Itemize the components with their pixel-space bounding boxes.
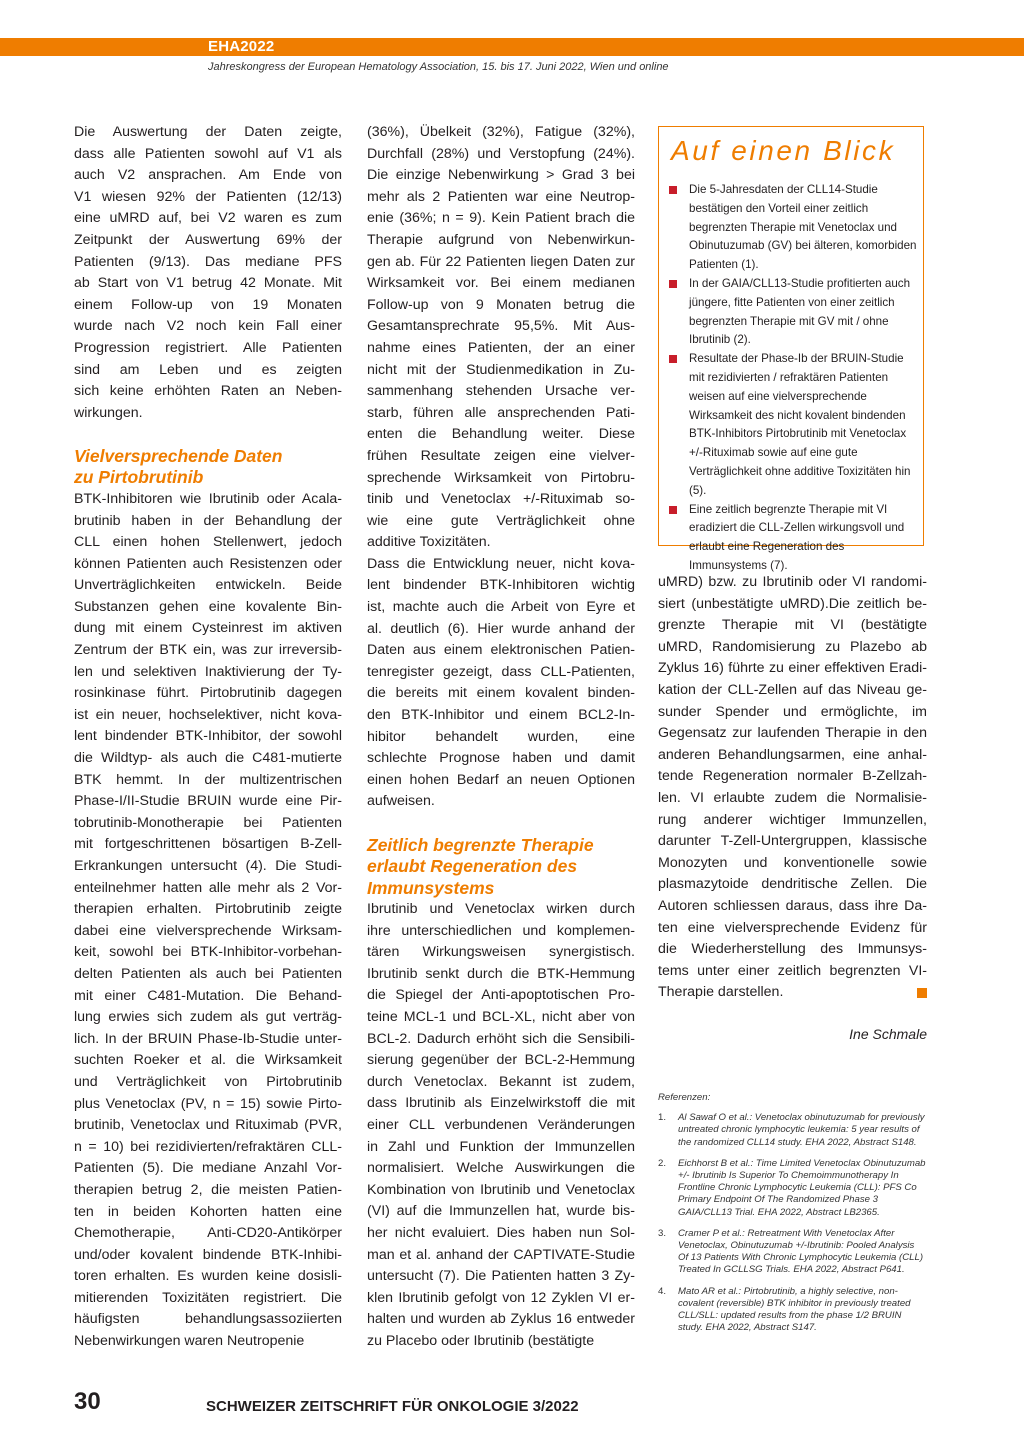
summary-item: Resultate der Phase-Ib der BRUIN-Studie mit rezidivierten / refraktären Patienten weisen auf eine vielversprechende Wirksamkeit des nicht kovalent bindenden BTK-Inhibitors Pirtobrutinib mit Venetoclax +/-Rituximab sowie auf eine gute Verträglichkeit ohne additive Toxizitäten hin (5). bbox=[669, 350, 917, 500]
column-2 bbox=[367, 122, 635, 1353]
text-line: BCL-2. Dadurch erhöht sich die Sensibili- bbox=[367, 1030, 635, 1047]
text-line: BTK hemmt. In der multizentrischen bbox=[74, 771, 342, 788]
col2-paragraph-2 bbox=[367, 554, 635, 813]
text-line: Ibrutinib und Venetoclax wirken durch bbox=[367, 901, 635, 918]
text-line: wie eine gute Verträglichkeit ohne bbox=[367, 512, 635, 529]
text-line: lent bindender BTK-Inhibitoren wichtig bbox=[367, 577, 635, 594]
header-title: EHA2022 bbox=[208, 38, 275, 55]
text-line: den BTK-Inhibitor und einem BCL2-In- bbox=[367, 707, 635, 724]
text-line: Chemotherapie, Anti-CD20-Antikörper bbox=[74, 1225, 342, 1242]
text-line: al. deutlich (6). Hier wurde anhand der bbox=[367, 620, 635, 637]
text-line: ist ein neuer, hochselektiver, nicht kova- bbox=[74, 706, 342, 723]
col2-paragraph-3 bbox=[367, 899, 635, 1352]
text-line: die Spiegel der Anti-apoptotischen Pro- bbox=[367, 987, 635, 1004]
text-line: Kombination von Ibrutinib und Venetoclax bbox=[367, 1181, 635, 1198]
text-line: starb, führen alle ansprechenden Pati- bbox=[367, 404, 635, 421]
text-line: brutinib haben in der Behandlung der bbox=[74, 512, 342, 529]
text-line: teine MCL-1 und BCL-XL, nicht aber von bbox=[367, 1009, 635, 1026]
text-line: wurde nach V2 noch kein Fall einer bbox=[74, 318, 342, 335]
end-mark-icon bbox=[917, 988, 927, 998]
text-line: nicht mit der Studienmedikation in Zu- bbox=[367, 361, 635, 378]
text-line: (VI) auf die Immunzellen hat, wurde bis- bbox=[367, 1203, 635, 1220]
text-line: die bereits mit einem kovalent binden- bbox=[367, 685, 635, 702]
text-line: CLL einen hohen Stellenwert, jedoch bbox=[74, 534, 342, 551]
text-line: uMRD, Randomisierung zu Plazebo ab bbox=[658, 638, 927, 655]
reference-item: 4. Mato AR et al.: Pirtobrutinib, a highly selective, non-covalent (reversible) BTK inhibitor in previously treated CLL/SLL: updated results from the phase 1/2 BRUIN study. EHA 2022, Abstract S147. bbox=[658, 1285, 911, 1334]
section-heading-pirtobrutinib: Vielversprechende Daten zu Pirtobrutinib bbox=[74, 445, 283, 488]
text-line: gen ab. Für 22 Patienten liegen Daten zur bbox=[367, 253, 635, 270]
text-line: Erkrankungen untersucht (4). Die Studi- bbox=[74, 858, 342, 874]
text-line: nahme eines Patienten, der an einer bbox=[367, 339, 635, 356]
square-bullet-icon bbox=[669, 280, 677, 288]
text-line: sind am Leben und es zeigten bbox=[74, 361, 342, 378]
text-line: und/oder kovalent bindende BTK-Inhibi- bbox=[74, 1246, 342, 1263]
text-line: enie (36%; n = 9). Kein Patient brach die bbox=[367, 210, 635, 227]
text-line: Die Auswertung der Daten zeigte, bbox=[74, 124, 342, 140]
text-line: Phase-I/II-Studie BRUIN wurde eine Pir- bbox=[74, 793, 342, 810]
text-line: können Patienten auch Resistenzen oder bbox=[74, 555, 342, 572]
text-line: Therapie darstellen. bbox=[658, 982, 927, 1004]
text-line: sammenhang stehenden Ursache ver- bbox=[367, 383, 635, 400]
text-line: mit einer C481-Mutation. Die Behand- bbox=[74, 987, 342, 1004]
text-line: normalisiert. Welche Auswirkungen die bbox=[367, 1160, 635, 1177]
text-line: mitierenden Toxizitäten registriert. Die bbox=[74, 1289, 342, 1306]
text-line: mit fortgeschrittenen bösartigen B-Zell- bbox=[74, 836, 342, 853]
text-line: einem Follow-up von 19 Monaten bbox=[74, 296, 342, 313]
text-line: man et al. anhand der CAPTIVATE-Studie bbox=[367, 1246, 635, 1263]
section-heading-regeneration: Zeitlich begrenzte Therapie erlaubt Regeneration des Immunsystems bbox=[367, 834, 594, 898]
text-line: die Wiederherstellung des Immunsys- bbox=[658, 941, 927, 958]
text-line: schlechte Prognose haben und damit bbox=[367, 750, 635, 767]
text-line: lich. In der BRUIN Phase-Ib-Studie unter- bbox=[74, 1030, 342, 1047]
text-line: Unverträglichkeiten entwickeln. Beide bbox=[74, 577, 342, 594]
text-line: Nebenwirkungen waren Neutropenie bbox=[74, 1333, 305, 1350]
text-line: lung erwies sich zudem als gut verträg- bbox=[74, 1009, 342, 1026]
text-line: ist, machte auch die Arbeit von Eyre et bbox=[367, 599, 635, 616]
text-line: enten die Behandlung weiter. Diese bbox=[367, 426, 635, 443]
text-line: zu Placebo oder Ibrutinib (bestätigte bbox=[367, 1332, 595, 1349]
text-line: untersucht (7). Die Patienten hatten 3 Zy- bbox=[367, 1268, 635, 1285]
text-line: Gesamtansprechrate 95,5%. Mit Aus- bbox=[367, 318, 635, 335]
text-line: therapien betrug 2, die meisten Patien- bbox=[74, 1181, 342, 1198]
text-line: dung mit einem Cysteinrest im aktiven bbox=[74, 620, 342, 637]
text-line: sich keine erhöhten Raten an Neben- bbox=[74, 383, 342, 400]
text-line: anderen Behandlungsarmen, eine anhal- bbox=[658, 746, 927, 763]
column-1 bbox=[74, 122, 342, 1353]
col2-paragraph-1 bbox=[367, 122, 635, 554]
text-line: Gegensatz zur laufenden Therapie in den bbox=[658, 725, 927, 742]
text-line: Follow-up von 9 Monaten betrug die bbox=[367, 296, 635, 313]
text-line: Substanzen gehen eine kovalente Bin- bbox=[74, 598, 342, 615]
text-line: häufigsten behandlungsassoziierten bbox=[74, 1311, 342, 1328]
text-line: dass alle Patienten sowohl auf V1 als bbox=[74, 145, 342, 162]
col1-paragraph-1 bbox=[74, 122, 342, 424]
col3-paragraph-1 bbox=[658, 572, 927, 1004]
col1-paragraph-2 bbox=[74, 489, 342, 1353]
text-line: ihre unterschiedlichen und komplemen- bbox=[367, 922, 635, 939]
square-bullet-icon bbox=[669, 355, 677, 363]
text-line: ten in beiden Kohorten hatten eine bbox=[74, 1203, 342, 1220]
text-line: und Verträglichkeit von Pirtobrutinib bbox=[74, 1073, 342, 1090]
text-line: sprechende Wirksamkeit von Pirtobru- bbox=[367, 469, 635, 486]
references-label: Referenzen: bbox=[658, 1092, 711, 1103]
text-line: aufweisen. bbox=[367, 793, 435, 810]
text-line: len und selektiven Inaktivierung der Ty- bbox=[74, 663, 342, 680]
text-line: Zyklus 16) führte zu einer effektiven Eradi- bbox=[658, 660, 927, 677]
text-line: Daten aus einem elektronischen Patien- bbox=[367, 642, 635, 659]
text-line: her nicht evaluiert. Dies haben nun Sol- bbox=[367, 1225, 635, 1241]
page-number: 30 bbox=[74, 1388, 101, 1415]
text-line: sunder Spender und ermöglichte, im bbox=[658, 703, 927, 720]
summary-item: In der GAIA/CLL13-Studie profitierten auch jüngere, fitte Patienten von einer zeitlich begrenzten Therapie mit GV mit / ohne Ibrutinib (2). bbox=[669, 275, 917, 350]
text-line: (36%), Übelkeit (32%), Fatigue (32%), bbox=[367, 124, 635, 140]
text-line: V1 wiesen 92% der Patienten (12/13) bbox=[74, 188, 342, 205]
text-line: Autoren schliessen daraus, dass ihre Da- bbox=[658, 897, 927, 914]
text-line: rosinkinase führt. Pirtobrutinib dagegen bbox=[74, 685, 342, 702]
text-line: Zeitpunkt der Auswertung 69% der bbox=[74, 231, 342, 248]
text-line: Therapie aufgrund von Nebenwirkun- bbox=[367, 231, 635, 248]
text-line: in Zahl und Funktion der Immunzellen bbox=[367, 1138, 635, 1155]
text-line: plus Venetoclax (PV, n = 15) sowie Pirto- bbox=[74, 1095, 342, 1112]
text-line: tende Regeneration normaler B-Zellzah- bbox=[658, 768, 927, 785]
header-subtitle: Jahreskongress der European Hematology Association, 15. bis 17. Juni 2022, Wien und online bbox=[208, 61, 669, 73]
text-line: tobrutinib-Monotherapie bei Patienten bbox=[74, 814, 342, 831]
summary-list bbox=[669, 181, 917, 576]
text-line: n = 10) bei rezidivierten/refraktären CLL- bbox=[74, 1138, 342, 1155]
text-line: siert (unbestätigte uMRD).Die zeitlich be- bbox=[658, 595, 927, 612]
text-line: Wirksamkeit vor. Bei einem medianen bbox=[367, 275, 635, 292]
text-line: Progression registriert. Alle Patienten bbox=[74, 339, 342, 356]
header-bar bbox=[0, 38, 1024, 56]
text-line: auch V2 ansprachen. Am Ende von bbox=[74, 167, 342, 184]
text-line: darunter T-Zell-Untergruppen, klassische bbox=[658, 833, 927, 850]
summary-item: Die 5-Jahresdaten der CLL14-Studie bestätigen den Vorteil einer zeitlich begrenzten Therapie mit Venetoclax und Obinutuzumab (GV) bei älteren, komorbiden Patienten (1). bbox=[669, 181, 917, 275]
journal-title: SCHWEIZER ZEITSCHRIFT FÜR ONKOLOGIE 3/2022 bbox=[206, 1398, 579, 1415]
text-line: uMRD) bzw. zu Ibrutinib oder VI randomi- bbox=[658, 574, 927, 590]
text-line: frühen Resultate zeigen eine vielver- bbox=[367, 447, 635, 464]
text-line: tems unter einer zeitlich begrenzten VI- bbox=[658, 962, 927, 979]
text-line: lent bindender BTK-Inhibitor, der sowohl bbox=[74, 728, 342, 745]
column-3 bbox=[658, 572, 927, 1004]
references-list bbox=[658, 1112, 927, 1334]
reference-item: 2. Eichhorst B et al.: Time Limited Venetoclax Obinutuzumab +/- Ibrutinib Is Superior To Chemoimmunotherapy In Frontline Chronic Lymphocytic Leukemia (CLL): PFS Co Primary Endpoint Of The Randomized Phase 3 GAIA/CLL13 Trial. EHA 2022, Abstract LB2365. bbox=[658, 1157, 926, 1218]
text-line: additive Toxizitäten. bbox=[367, 534, 491, 551]
summary-item: Eine zeitlich begrenzte Therapie mit VI eradiziert die CLL-Zellen wirkungsvoll und erlaubt eine Regeneration des Immunsystems (7). bbox=[669, 501, 917, 576]
text-line: dabei eine vielversprechende Wirksam- bbox=[74, 922, 342, 939]
references bbox=[658, 1092, 927, 1343]
text-line: dass Ibrutinib als Einzelwirkstoff die mit bbox=[367, 1095, 635, 1112]
text-line: ten eine vielversprechende Evidenz für bbox=[658, 919, 927, 936]
summary-box-title: Auf einen Blick bbox=[671, 135, 896, 166]
text-line: Durchfall (28%) und Verstopfung (24%). bbox=[367, 145, 635, 162]
text-line: Ibrutinib senkt durch die BTK-Hemmung bbox=[367, 965, 635, 982]
text-line: halten und wurden ab Zyklus 16 entweder bbox=[367, 1311, 635, 1328]
text-line: Dass die Entwicklung neuer, nicht kova- bbox=[367, 555, 635, 572]
author: Ine Schmale bbox=[849, 1026, 927, 1042]
text-line: sierung gegenüber der BCL-2-Hemmung bbox=[367, 1052, 635, 1069]
square-bullet-icon bbox=[669, 506, 677, 514]
text-line: hibitor behandelt wurden, eine bbox=[367, 728, 635, 745]
square-bullet-icon bbox=[669, 186, 677, 194]
text-line: Patienten (9/13). Das mediane PFS bbox=[74, 253, 342, 270]
text-line: durch Venetoclax. Bekannt ist zudem, bbox=[367, 1073, 635, 1090]
text-line: eine uMRD auf, bei V2 waren es zum bbox=[74, 210, 342, 227]
text-line: wirkungen. bbox=[74, 404, 143, 421]
text-line: enteilnehmer hatten alle mehr als 2 Vor- bbox=[74, 879, 342, 896]
text-line: grenzte Therapie mit VI (bestätigte bbox=[658, 617, 927, 634]
text-line: rung anderer wichtiger Immunzellen, bbox=[658, 811, 927, 828]
text-line: delten Patienten als auch bei Patienten bbox=[74, 965, 342, 982]
text-line: therapien erhalten. Pirtobrutinib zeigte bbox=[74, 901, 342, 918]
text-line: Monozyten und konventionelle sowie bbox=[658, 854, 927, 871]
text-line: len. VI erlaubte zudem die Normalisie- bbox=[658, 789, 927, 806]
text-line: tären Wirkungsweisen synergistisch. bbox=[367, 944, 635, 961]
text-line: kation der CLL-Zellen auf das Niveau ge- bbox=[658, 681, 927, 698]
text-line: tinib und Venetoclax +/-Rituximab so- bbox=[367, 491, 635, 508]
text-line: einer CLL verbundenen Veränderungen bbox=[367, 1117, 635, 1134]
text-line: keit, sowohl bei BTK-Inhibitor-vorbehan- bbox=[74, 944, 342, 961]
text-line: suchten Roeker et al. die Wirksamkeit bbox=[74, 1052, 342, 1069]
text-line: Patienten (5). Die mediane Anzahl Vor- bbox=[74, 1160, 342, 1177]
text-line: toren erhalten. Es wurden keine dosisli- bbox=[74, 1268, 342, 1285]
text-line: BTK-Inhibitoren wie Ibrutinib oder Acala- bbox=[74, 490, 342, 507]
text-line: brutinib, Venetoclax und Rituximab (PVR, bbox=[74, 1117, 342, 1134]
reference-item: 3. Cramer P et al.: Retreatment With Venetoclax After Venetoclax, Obinutuzumab +/-Ibrutinib: Pooled Analysis Of 13 Patients With Chronic Lymphocytic Leukemia (CLL) Treated In GCLLSG Trials. EHA 2022, Abstract P641. bbox=[658, 1227, 924, 1276]
text-line: einen hohen Bedarf an neuen Optionen bbox=[367, 771, 635, 788]
text-line: tenregister gezeigt, dass CLL-Patienten, bbox=[367, 663, 635, 680]
text-line: klen Ibrutinib gefolgt von 12 Zyklen VI er- bbox=[367, 1289, 635, 1306]
text-line: Zentrum der BTK ein, was zur irreversib- bbox=[74, 642, 342, 659]
summary-box bbox=[658, 126, 924, 572]
text-line: Die einzige Nebenwirkung > Grad 3 bei bbox=[367, 167, 635, 184]
text-line: die Wildtyp- als auch die C481-mutierte bbox=[74, 750, 342, 767]
text-line: plasmazytoide dendritische Zellen. Die bbox=[658, 876, 927, 893]
reference-item: 1. Al Sawaf O et al.: Venetoclax obinutuzumab for previously untreated chronic lymphocytic leukemia: 5 year results of the randomized CLL14 study. EHA 2022, Abstract S148. bbox=[658, 1112, 925, 1148]
text-line: ab Start von V1 betrug 42 Monate. Mit bbox=[74, 275, 342, 292]
text-line: mehr als 2 Patienten war eine Neutrop- bbox=[367, 188, 635, 205]
